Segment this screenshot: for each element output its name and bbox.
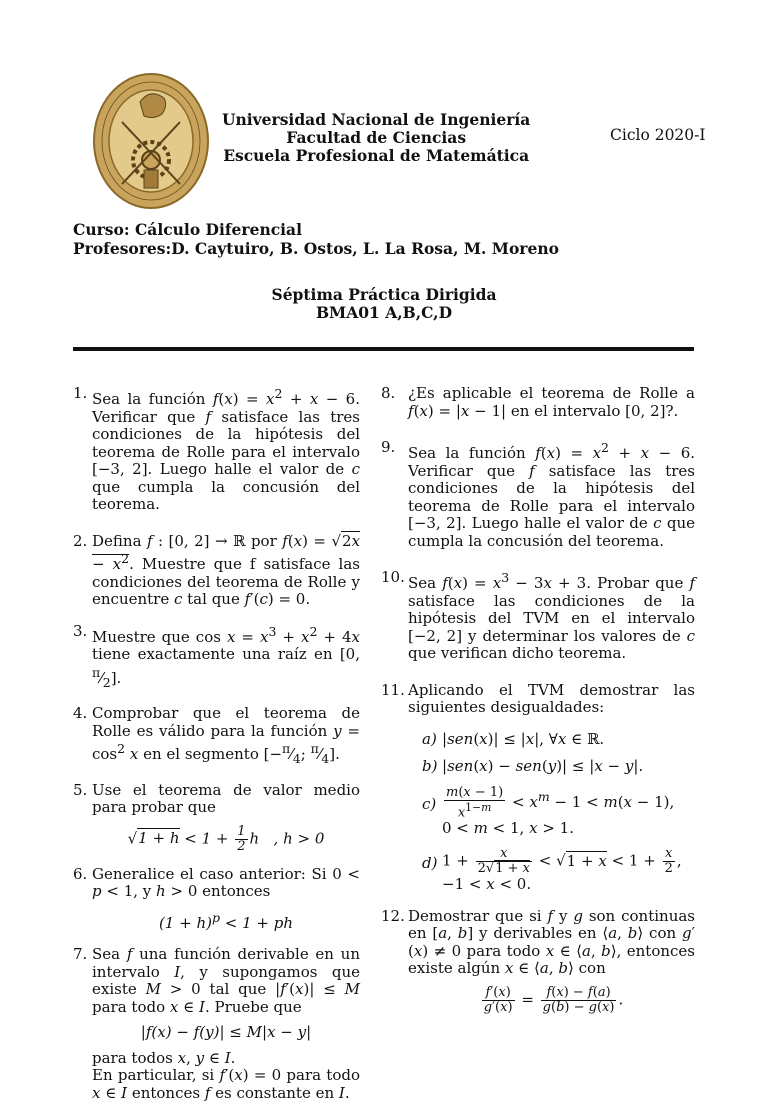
header-divider xyxy=(73,347,694,351)
problem-5: 5. Use el teorema de valor medio para probar que √1 + h < 1 + $\frac{1}{2}$ h , h > 0 xyxy=(73,780,360,854)
practice-title xyxy=(0,286,768,322)
problem-11-d: d) 1 + $\frac{x}{2√1 + x}$ < √1 + x < 1 + $\frac{x}{2}$ , −1 < x < 0. xyxy=(422,846,682,894)
problem-7: 7. Sea f una función derivable en un intervalo I, y supongamos que existe M > 0 tal que |f′(x)| ≤ M para todo x ∈ I. Pruebe que |f(x) − f(y)| ≤ M|x − y| para todos x, y ∈ I. En particular, si f′(x) = 0 para todo x ∈ I entonces f es constante en I. xyxy=(73,945,361,1102)
problem-1: 1. Sea la función $f(x) = x^2 + x - 6$. Verificar que f satisface las tres condiciones de la hipótesis del teorema de Rolle para el intervalo [−3, 2]. Luego halle el valor de c que cumpla la concusión del teorema. xyxy=(73,384,361,513)
problem-12: 12. Demostrar que si f y g son continuas en [a, b] y derivables en ⟨a, b⟩ con g′(x) ≠ 0 para todo x ∈ ⟨a, b⟩, entonces existe algún x ∈ ⟨a, b⟩ con $\frac{f'(x)}{g'(x)}$ = $\frac{f(x) - f(a)}{g(b) - g(x)}$ . xyxy=(381,906,696,1015)
problems-right-column xyxy=(381,385,695,1023)
problem-6: 6. Generalice el caso anterior: Si 0 < p < 1, y h > 0 entonces $(1 + h)^p < 1$ + ph xyxy=(73,864,360,932)
practice-sections: BMA01 A,B,C,D xyxy=(315,303,453,322)
school-name: Escuela Profesional de Matemática xyxy=(223,146,530,165)
problem-10: 10. Sea $f(x) = x^3 - 3x + 3$. Probar que f satisface las condiciones de la hipótesis del TVM en el intervalo [−2, 2] y determinar los valores de c que verifican dicho teorema. xyxy=(381,568,695,662)
problem-2: 2. Defina f : [0, 2] → ℝ por $f(x) = √2x - x^2$. Muestre que f satisface las condiciones del teorema de Rolle y encuentre c tal que f′(c) = 0. xyxy=(73,531,361,608)
problems-left-column xyxy=(73,385,360,1102)
course-info xyxy=(73,220,559,258)
course-line: Curso: Cálculo Diferencial xyxy=(73,220,302,239)
practice-name: Séptima Práctica Dirigida xyxy=(271,285,497,304)
problem-3: 3. Muestre que $\cos x = x^3 + x^2 + 4x$ tiene exactamente una raíz en [0, $^\pi⁄_2$]. xyxy=(73,621,361,690)
university-seal-logo xyxy=(92,72,210,210)
cycle-label: Ciclo 2020-I xyxy=(610,126,706,144)
problem-11-c: c) $\frac{m(x - 1)}{x^{1-m}}$ < $x^m - 1 < m(x - 1)$, 0 < m < 1, x > 1. xyxy=(422,784,675,837)
university-name: Universidad Nacional de Ingeniería xyxy=(222,110,531,129)
problem-11-b: b) |sen(x) − sen(y)| ≤ |x − y|. xyxy=(422,757,644,775)
problem-11-a: a) |sen(x)| ≤ |x|, ∀x ∈ ℝ. xyxy=(422,729,605,748)
professors-line: Profesores:D. Caytuiro, B. Ostos, L. La Rosa, M. Moreno xyxy=(73,239,559,258)
faculty-name: Facultad de Ciencias xyxy=(286,128,467,147)
institution-header xyxy=(222,111,530,165)
problem-11: 11. Aplicando el TVM demostrar las siguientes desigualdades: a) |sen(x)| ≤ |x|, ∀x ∈ ℝ. b) |sen(x) − sen(y)| ≤ |x − y|. c) $\frac{m(x - 1)}{x^{1-m}}$ < $x^m - 1 < m(x - 1)$, 0 < m < 1, x > 1. d) 1 + $\frac{x}{2√1 + x}$ < √1 + x < 1 + $\frac{x}{2}$ , −1 < x < 0. xyxy=(381,680,695,894)
problem-8: 8. ¿Es aplicable el teorema de Rolle a f(x) = |x − 1| en el intervalo [0, 2]?. xyxy=(381,384,695,420)
problem-9: 9. Sea la función $f(x) = x^2 + x - 6$. Verificar que f satisface las tres condiciones de la hipótesis del teorema de Rolle para el intervalo [−3, 2]. Luego halle el valor de c que cumpla la concusión del teorema. xyxy=(381,438,696,550)
problem-4: 4. Comprobar que el teorema de Rolle es válido para la función $y = \cos^2 x$ en el segmento [$-^\pi⁄_4$; $^\pi⁄_4$]. xyxy=(73,704,360,766)
